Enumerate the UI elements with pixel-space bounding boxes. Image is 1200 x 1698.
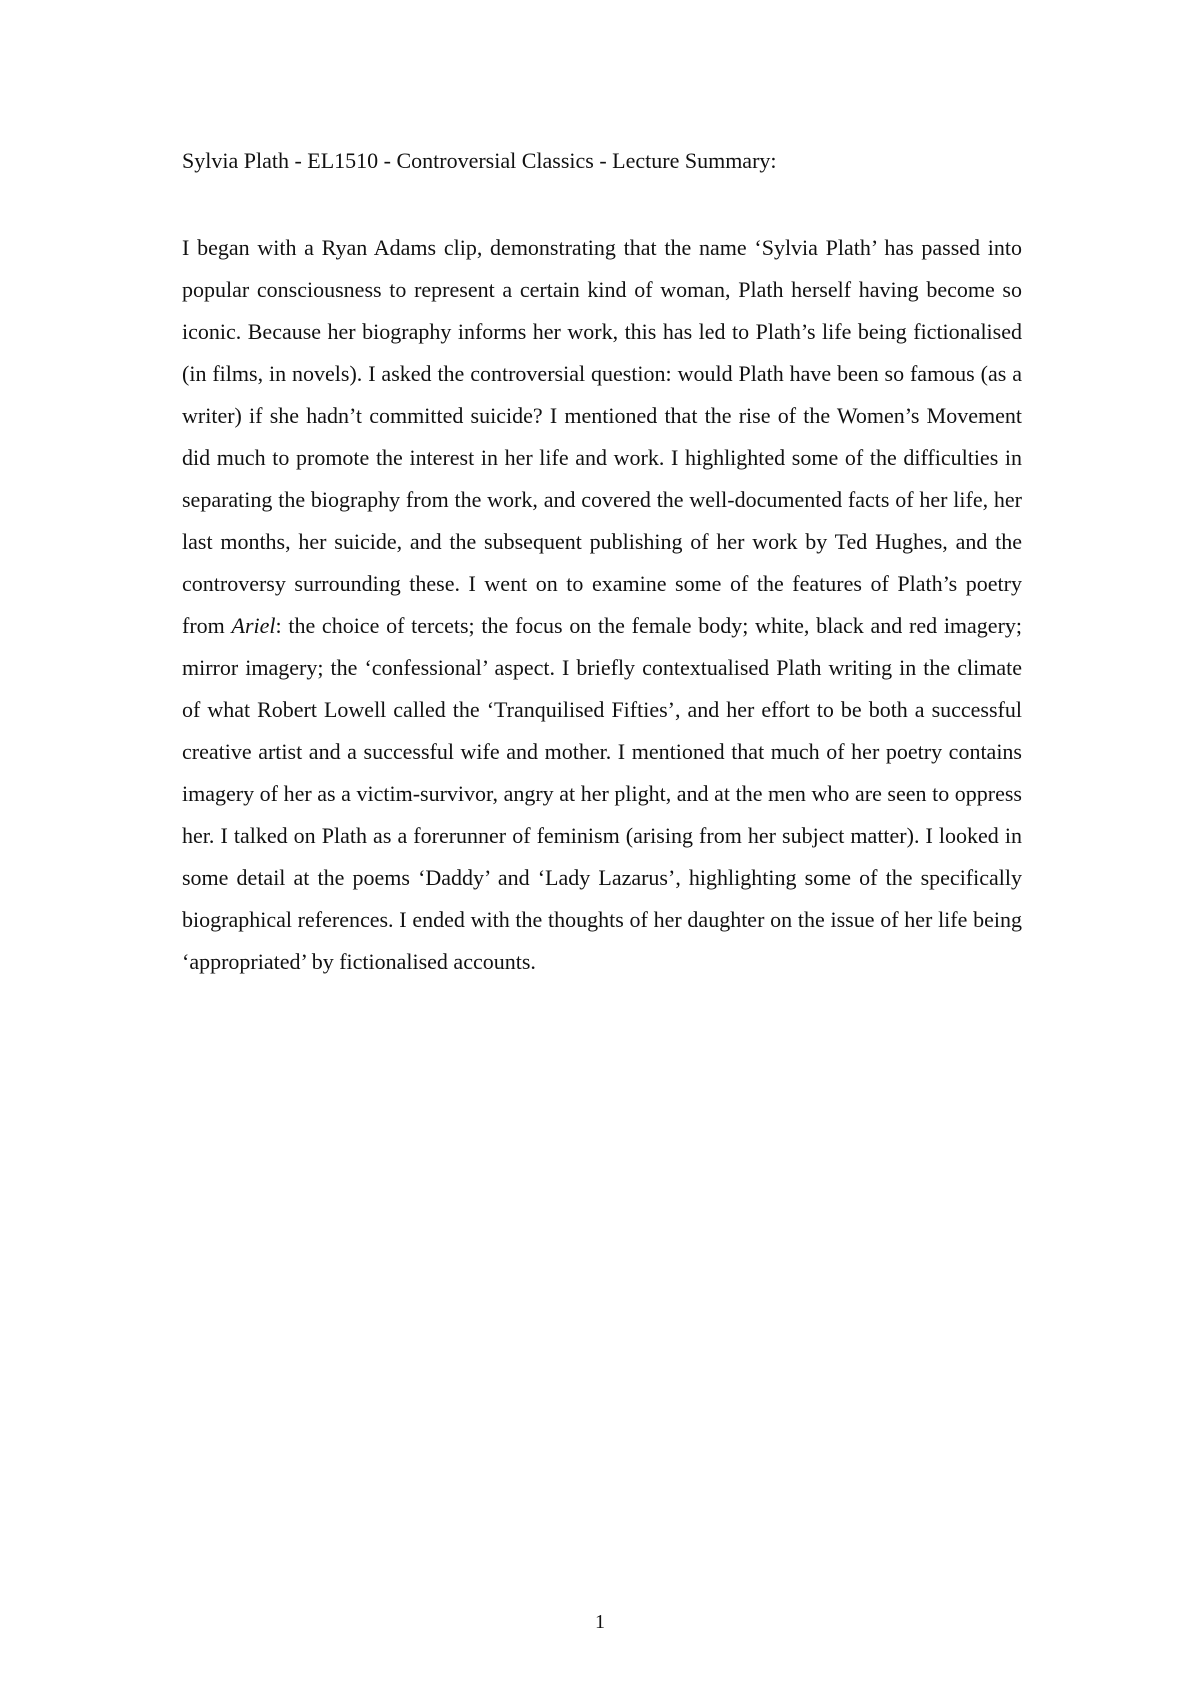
ariel-italic-title: Ariel [231,613,276,638]
lecture-summary-paragraph [182,227,1022,983]
paragraph-text-part-2: : the choice of tercets; the focus on the female body; white, black and red imagery; mirror imagery; the ‘confessional’ aspect. I briefly contextualised Plath writing in the climate of what Robert Lowell called the ‘Tranquilised Fifties’, and her effort to be both a successful creative artist and a successful wife and mother. I mentioned that much of her poetry contains imagery of her as a victim-survivor, angry at her plight, and at the men who are seen to oppress her. I talked on Plath as a forerunner of feminism (arising from her subject matter). I looked in some detail at the poems ‘Daddy’ and ‘Lady Lazarus’, highlighting some of the specifically biographical references. I ended with the thoughts of her daughter on the issue of her life being ‘appropriated’ by fictionalised accounts. [182,613,1023,974]
document-title: Sylvia Plath - EL1510 - Controversial Classics - Lecture Summary: [182,148,777,173]
paragraph-text-part-1: I began with a Ryan Adams clip, demonstrating that the name ‘Sylvia Plath’ has passed into popular consciousness to represent a certain kind of woman, Plath herself having become so iconic. Because her biography informs her work, this has led to Plath’s life being fictionalised (in films, in novels). I asked the controversial question: would Plath have been so famous (as a writer) if she hadn’t committed suicide? I mentioned that the rise of the Women’s Movement did much to promote the interest in her life and work. I highlighted some of the difficulties in separating the biography from the work, and covered the well-documented facts of her life, her last months, her suicide, and the subsequent publishing of her work by Ted Hughes, and the controversy surrounding these. I went on to examine some of the features of Plath’s poetry from [182,235,1022,638]
page-number: 1 [595,1611,605,1633]
